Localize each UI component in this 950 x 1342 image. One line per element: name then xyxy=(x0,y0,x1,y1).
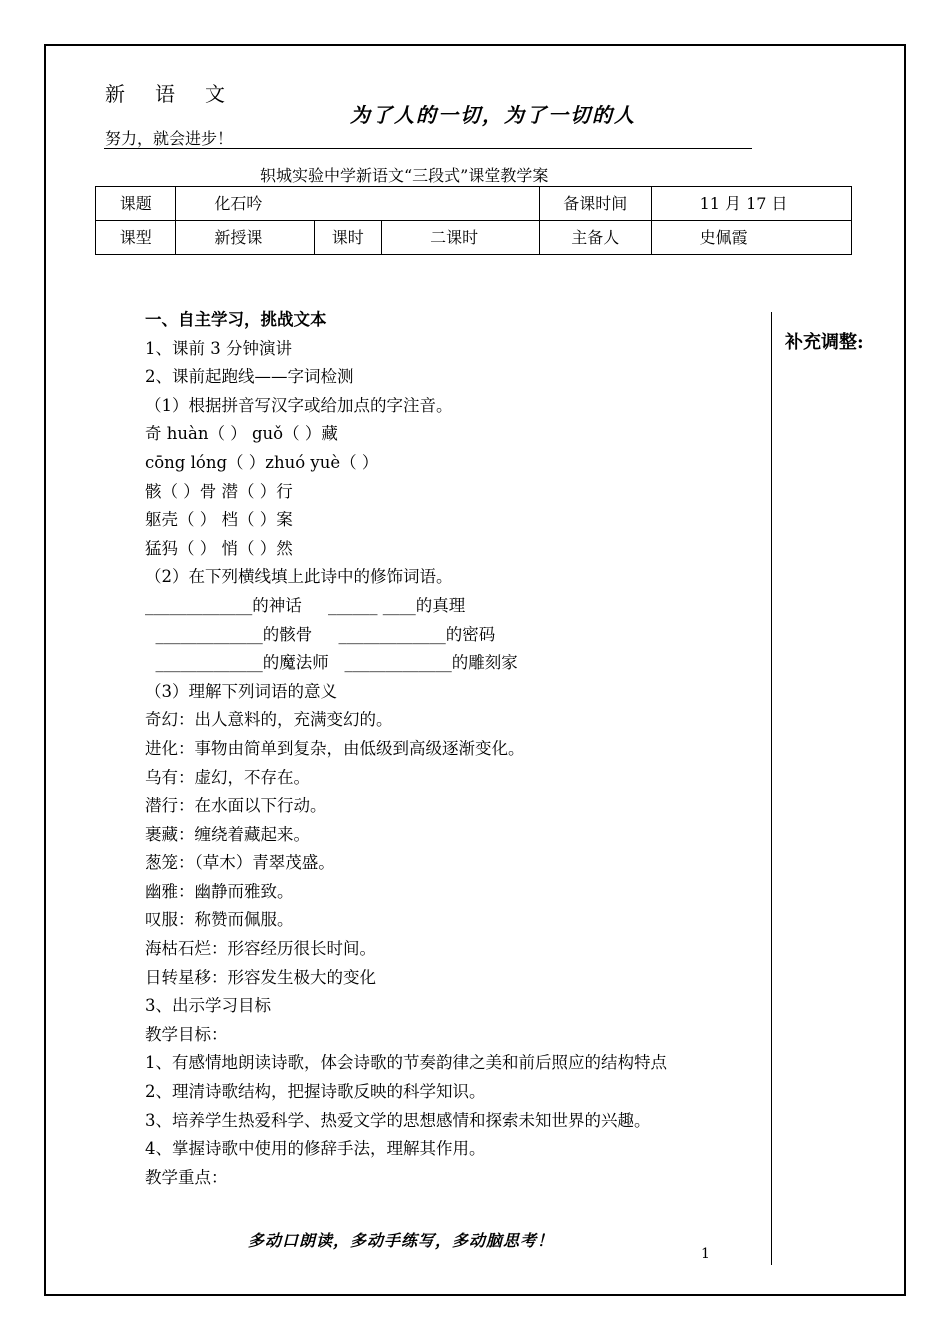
content-line: 裹藏：缠绕着藏起来。 xyxy=(145,824,310,844)
section-heading: 一、自主学习，挑战文本 xyxy=(145,310,327,329)
content-line: （2）在下列横线填上此诗中的修饰词语。 xyxy=(145,567,453,587)
header-rule xyxy=(104,148,752,149)
content-line: 2、课前起跑线——字词检测 xyxy=(145,367,354,387)
brand-char: 语 xyxy=(155,82,175,106)
content-line: （1）根据拼音写汉字或给加点的字注音。 xyxy=(145,395,453,415)
content-line: 躯壳（ ） 档（ ）案 xyxy=(145,510,293,530)
brand-char: 新 xyxy=(105,82,125,106)
type-label: 课型 xyxy=(96,221,176,255)
lead-label: 主备人 xyxy=(539,221,651,255)
content-line: 3、培养学生热爱科学、热爱文学的思想感情和探索未知世界的兴趣。 xyxy=(145,1110,651,1130)
brand-char: 文 xyxy=(205,82,225,106)
content-line: 2、理清诗歌结构，把握诗歌反映的科学知识。 xyxy=(145,1082,486,1102)
content-line: 乌有：虚幻，不存在。 xyxy=(145,767,310,787)
lesson-content xyxy=(145,306,667,1192)
type-value: 新授课 xyxy=(176,221,314,255)
effort-slogan: 努力，就会进步！ xyxy=(105,129,234,148)
content-line: 1、课前 3 分钟演讲 xyxy=(145,338,292,358)
content-line: （3）理解下列词语的意义 xyxy=(145,681,337,701)
content-line: _____________的魔法师 _____________的雕刻家 xyxy=(145,653,518,673)
topic-value: 化石吟 xyxy=(176,187,539,221)
table-row xyxy=(96,221,852,255)
supplement-label: 补充调整: xyxy=(785,332,864,353)
prep-time-label: 备课时间 xyxy=(539,187,651,221)
content-line: 叹服：称赞而佩服。 xyxy=(145,910,294,930)
content-line: 骸（ ）骨 潜（ ）行 xyxy=(145,481,293,501)
content-line: 奇 huàn（ ） guǒ（ ）藏 xyxy=(145,424,338,444)
lesson-info-table xyxy=(95,186,852,255)
motto: 为了人的一切，为了一切的人 xyxy=(350,103,636,127)
content-line: 4、掌握诗歌中使用的修辞手法，理解其作用。 xyxy=(145,1139,486,1159)
brand-title xyxy=(105,78,255,107)
content-line: 潜行：在水面以下行动。 xyxy=(145,796,327,816)
content-line: _____________的神话 ______ ____的真理 xyxy=(145,595,466,615)
side-column-rule xyxy=(771,312,772,1265)
content-line: 奇幻：出人意料的，充满变幻的。 xyxy=(145,710,393,730)
period-value: 二课时 xyxy=(382,221,540,255)
topic-label: 课题 xyxy=(96,187,176,221)
content-line: 教学目标： xyxy=(145,1024,228,1044)
lead-value: 史佩霞 xyxy=(651,221,851,255)
content-line: 3、出示学习目标 xyxy=(145,996,271,1016)
content-line: 进化：事物由简单到复杂，由低级到高级逐渐变化。 xyxy=(145,738,525,758)
content-line: 日转星移：形容发生极大的变化 xyxy=(145,967,376,987)
content-line: 幽雅：幽静而雅致。 xyxy=(145,881,294,901)
content-line: 猛犸（ ） 悄（ ）然 xyxy=(145,538,293,558)
footer-slogan: 多动口朗读，多动手练写，多动脑思考！ xyxy=(248,1231,555,1250)
content-line: cōng lóng（ ）zhuó yuè（ ） xyxy=(145,452,379,472)
table-row xyxy=(96,187,852,221)
content-line: 教学重点： xyxy=(145,1167,228,1187)
content-line: 海枯石烂：形容经历很长时间。 xyxy=(145,939,376,959)
content-line: _____________的骸骨 _____________的密码 xyxy=(145,624,496,644)
period-label: 课时 xyxy=(314,221,382,255)
content-line: 葱笼：（草木）青翠茂盛。 xyxy=(145,853,335,873)
content-line: 1、有感情地朗读诗歌，体会诗歌的节奏韵律之美和前后照应的结构特点 xyxy=(145,1053,667,1073)
prep-time-value: 11 月 17 日 xyxy=(651,187,851,221)
page-number: 1 xyxy=(701,1246,710,1262)
document-title: 轵城实验中学新语文“三段式”课堂教学案 xyxy=(260,166,549,185)
